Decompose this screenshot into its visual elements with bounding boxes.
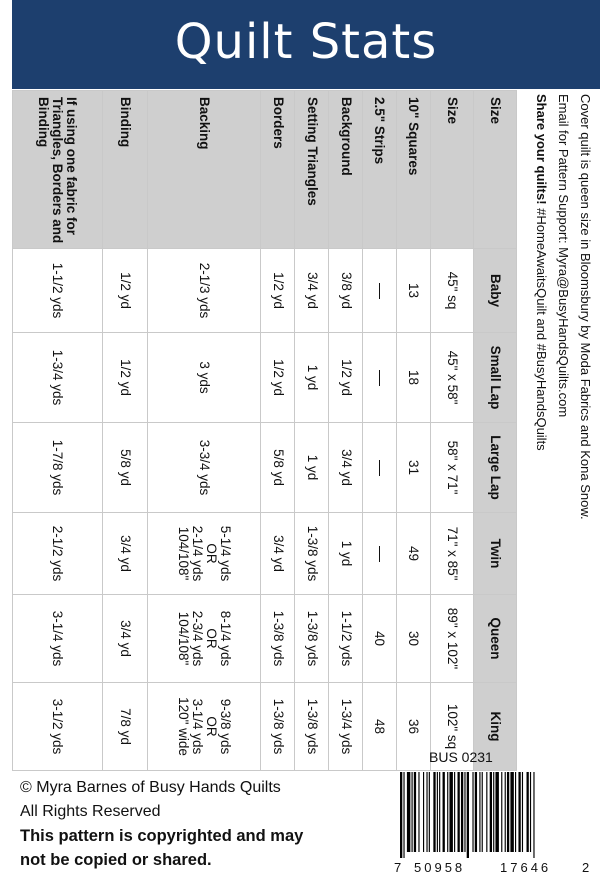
barcode-bar bbox=[429, 772, 430, 852]
barcode-bar bbox=[449, 772, 452, 852]
note-share-quilts bbox=[530, 94, 552, 774]
barcode-bar bbox=[486, 772, 487, 852]
copyright-text: © Myra Barnes of Busy Hands Quilts bbox=[20, 779, 281, 796]
table-cell bbox=[363, 333, 397, 423]
table-cell: 45" x 58" bbox=[430, 333, 473, 423]
barcode-bar bbox=[479, 772, 480, 852]
table-cell: 1/2 yd bbox=[102, 249, 147, 333]
barcode-bar bbox=[443, 772, 445, 852]
table-cell-line: 2-1/4 yds bbox=[189, 525, 205, 582]
row-label: 2.5" Strips bbox=[363, 91, 397, 249]
copyright-warning-line1: This pattern is copyrighted and may bbox=[20, 827, 304, 845]
table-cell: 71" x 85" bbox=[430, 513, 473, 595]
table-cell bbox=[363, 423, 397, 513]
barcode-bar bbox=[400, 772, 402, 858]
barcode-bar bbox=[458, 772, 460, 852]
empty-dash bbox=[379, 283, 380, 299]
table-cell: 1/2 yd bbox=[261, 333, 295, 423]
barcode-bar bbox=[495, 772, 498, 852]
barcode-bar bbox=[407, 772, 410, 852]
note-cover-quilt: Cover quilt is queen size in Bloomsbury by Moda Fabrics and Kona Snow. bbox=[578, 94, 593, 520]
barcode-bar bbox=[433, 772, 435, 852]
header-banner bbox=[12, 0, 600, 89]
table-cell: 58" x 71" bbox=[430, 423, 473, 513]
table-cell-line: 104/108" bbox=[175, 526, 191, 581]
barcode-group-1: 50958 bbox=[414, 860, 466, 875]
row-label: Backing bbox=[147, 91, 260, 249]
table-row bbox=[102, 91, 147, 771]
table-row bbox=[295, 91, 329, 771]
barcode-bar bbox=[527, 772, 529, 852]
barcode-bar bbox=[510, 772, 513, 852]
footer bbox=[20, 776, 303, 872]
table-cell: 3/4 yd bbox=[261, 513, 295, 595]
barcode-check-digit: 2 bbox=[582, 860, 590, 875]
barcode-bars bbox=[392, 772, 592, 858]
table-cell: 45" sq bbox=[430, 249, 473, 333]
table-cell: 49 bbox=[396, 513, 430, 595]
barcode-bar bbox=[437, 772, 438, 852]
table-cell: 13 bbox=[396, 249, 430, 333]
column-header-large-lap: Large Lap bbox=[473, 423, 516, 513]
row-label: 10" Squares bbox=[396, 91, 430, 249]
table-cell: 40 bbox=[363, 595, 397, 683]
pattern-sku: BUS 0231 bbox=[429, 749, 493, 765]
table-cell: 1/2 yd bbox=[329, 333, 363, 423]
barcode-bar bbox=[518, 772, 520, 852]
table-cell: 36 bbox=[396, 683, 430, 771]
barcode-bar bbox=[482, 772, 483, 852]
table-header-row bbox=[473, 91, 516, 771]
table-cell-line: OR bbox=[203, 716, 219, 737]
barcode-group-2: 17646 bbox=[500, 860, 552, 875]
table-cell-line: 2-3/4 yds bbox=[189, 610, 205, 667]
table-cell: 1-3/8 yds bbox=[295, 513, 329, 595]
table-cell-line: 3-1/4 yds bbox=[189, 698, 205, 755]
table-cell-line: 104/108" bbox=[175, 611, 191, 666]
empty-dash bbox=[379, 460, 380, 476]
table-cell: 3-1/4 yds bbox=[13, 595, 103, 683]
empty-dash bbox=[379, 546, 380, 562]
table-cell: 31 bbox=[396, 423, 430, 513]
table-cell: 3 yds bbox=[147, 333, 260, 423]
barcode-bar bbox=[447, 772, 448, 852]
barcode-bar bbox=[412, 772, 413, 852]
barcode-bar bbox=[426, 772, 427, 852]
table-cell-line: 9-3/8 yds bbox=[217, 698, 233, 755]
table-cell-line: 8-1/4 yds bbox=[217, 610, 233, 667]
table-cell: 7/8 yd bbox=[102, 683, 147, 771]
table-cell: 5/8 yd bbox=[261, 423, 295, 513]
table-cell: 18 bbox=[396, 333, 430, 423]
table-cell: 1-3/4 yds bbox=[13, 333, 103, 423]
table-cell: 1-7/8 yds bbox=[13, 423, 103, 513]
table-cell-line: OR bbox=[203, 628, 219, 649]
table-cell: 3/4 yd bbox=[329, 423, 363, 513]
barcode-bar bbox=[461, 772, 463, 852]
table-row bbox=[329, 91, 363, 771]
table-cell bbox=[147, 513, 260, 595]
copyright-warning-line2: not be copied or shared. bbox=[20, 851, 212, 869]
barcode-bar bbox=[522, 772, 523, 852]
table-cell: 3/4 yd bbox=[102, 595, 147, 683]
barcode-bar bbox=[505, 772, 506, 852]
column-header-twin: Twin bbox=[473, 513, 516, 595]
row-label: Size bbox=[430, 91, 473, 249]
row-label: Setting Triangles bbox=[295, 91, 329, 249]
column-header-small-lap: Small Lap bbox=[473, 333, 516, 423]
table-cell bbox=[147, 683, 260, 771]
page-title: Quilt Stats bbox=[174, 14, 438, 70]
barcode-bar bbox=[490, 772, 492, 852]
notes-block bbox=[526, 90, 596, 774]
barcode-bar bbox=[475, 772, 477, 852]
barcode-bar bbox=[515, 772, 516, 852]
table-cell: 1-3/8 yds bbox=[295, 595, 329, 683]
table-cell: 1-3/4 yds bbox=[329, 683, 363, 771]
column-header-baby: Baby bbox=[473, 249, 516, 333]
rotated-stats-panel bbox=[12, 90, 596, 770]
barcode-bar bbox=[464, 772, 465, 852]
table-cell: 1-1/2 yds bbox=[13, 249, 103, 333]
table-cell-line: 5-1/4 yds bbox=[217, 525, 233, 582]
barcode-bar bbox=[501, 772, 502, 852]
table-cell: 3/4 yd bbox=[102, 513, 147, 595]
table-cell bbox=[147, 595, 260, 683]
table-cell: 1 yd bbox=[295, 423, 329, 513]
table-cell: 89" x 102" bbox=[430, 595, 473, 683]
quilt-stats-table bbox=[12, 90, 517, 771]
table-cell: 1-3/8 yds bbox=[261, 683, 295, 771]
table-cell: 30 bbox=[396, 595, 430, 683]
rights-text: All Rights Reserved bbox=[20, 803, 161, 820]
note-share-hashtags: #HomeAwaitsQuilt and #BusyHandsQuilts bbox=[534, 204, 549, 451]
table-cell: 102" sq bbox=[430, 683, 473, 771]
table-cell: 2-1/2 yds bbox=[13, 513, 103, 595]
table-cell: 3/4 yd bbox=[295, 249, 329, 333]
table-row bbox=[261, 91, 295, 771]
row-label: If using one fabric for Triangles, Borders and Binding bbox=[13, 91, 103, 249]
barcode-bar bbox=[507, 772, 509, 852]
table-cell: 1/2 yd bbox=[102, 333, 147, 423]
table-cell: 5/8 yd bbox=[102, 423, 147, 513]
barcode-bar bbox=[403, 772, 404, 858]
table-cell: 1-3/8 yds bbox=[295, 683, 329, 771]
table-row bbox=[363, 91, 397, 771]
empty-dash bbox=[379, 370, 380, 386]
table-cell: 1 yd bbox=[295, 333, 329, 423]
barcode-first-digit: 7 bbox=[394, 860, 402, 875]
column-header-queen: Queen bbox=[473, 595, 516, 683]
table-cell bbox=[363, 513, 397, 595]
barcode-bar bbox=[530, 772, 531, 852]
table-cell-line: 120" wide bbox=[175, 697, 191, 756]
barcode-bar bbox=[439, 772, 440, 852]
table-row bbox=[396, 91, 430, 771]
table-corner-cell: Size bbox=[473, 91, 516, 249]
barcode-bar bbox=[533, 772, 534, 858]
barcode-bar bbox=[467, 772, 469, 858]
barcode-bar bbox=[414, 772, 416, 852]
table-cell: 1-3/8 yds bbox=[261, 595, 295, 683]
table-cell: 3/8 yd bbox=[329, 249, 363, 333]
table-cell: 1 yd bbox=[329, 513, 363, 595]
table-cell: 3-3/4 yds bbox=[147, 423, 260, 513]
column-header-king: King bbox=[473, 683, 516, 771]
note-share-bold: Share your quilts! bbox=[534, 94, 549, 205]
barcode-bar bbox=[423, 772, 424, 852]
table-cell-line: OR bbox=[203, 543, 219, 564]
table-row bbox=[430, 91, 473, 771]
table-cell: 2-1/3 yds bbox=[147, 249, 260, 333]
row-label: Binding bbox=[102, 91, 147, 249]
table-cell: 1-1/2 yds bbox=[329, 595, 363, 683]
row-label: Background bbox=[329, 91, 363, 249]
table-cell: 3-1/2 yds bbox=[13, 683, 103, 771]
table-cell bbox=[363, 249, 397, 333]
barcode-bar bbox=[418, 772, 419, 852]
table-cell: 1/2 yd bbox=[261, 249, 295, 333]
barcode-bar bbox=[454, 772, 455, 852]
table-row bbox=[13, 91, 103, 771]
row-label: Borders bbox=[261, 91, 295, 249]
barcode bbox=[392, 772, 592, 880]
barcode-bar bbox=[472, 772, 473, 852]
barcode-bar bbox=[493, 772, 494, 852]
table-row bbox=[147, 91, 260, 771]
note-email-support: Email for Pattern Support: Myra@BusyHandsQuilts.com bbox=[556, 94, 571, 418]
table-cell: 48 bbox=[363, 683, 397, 771]
